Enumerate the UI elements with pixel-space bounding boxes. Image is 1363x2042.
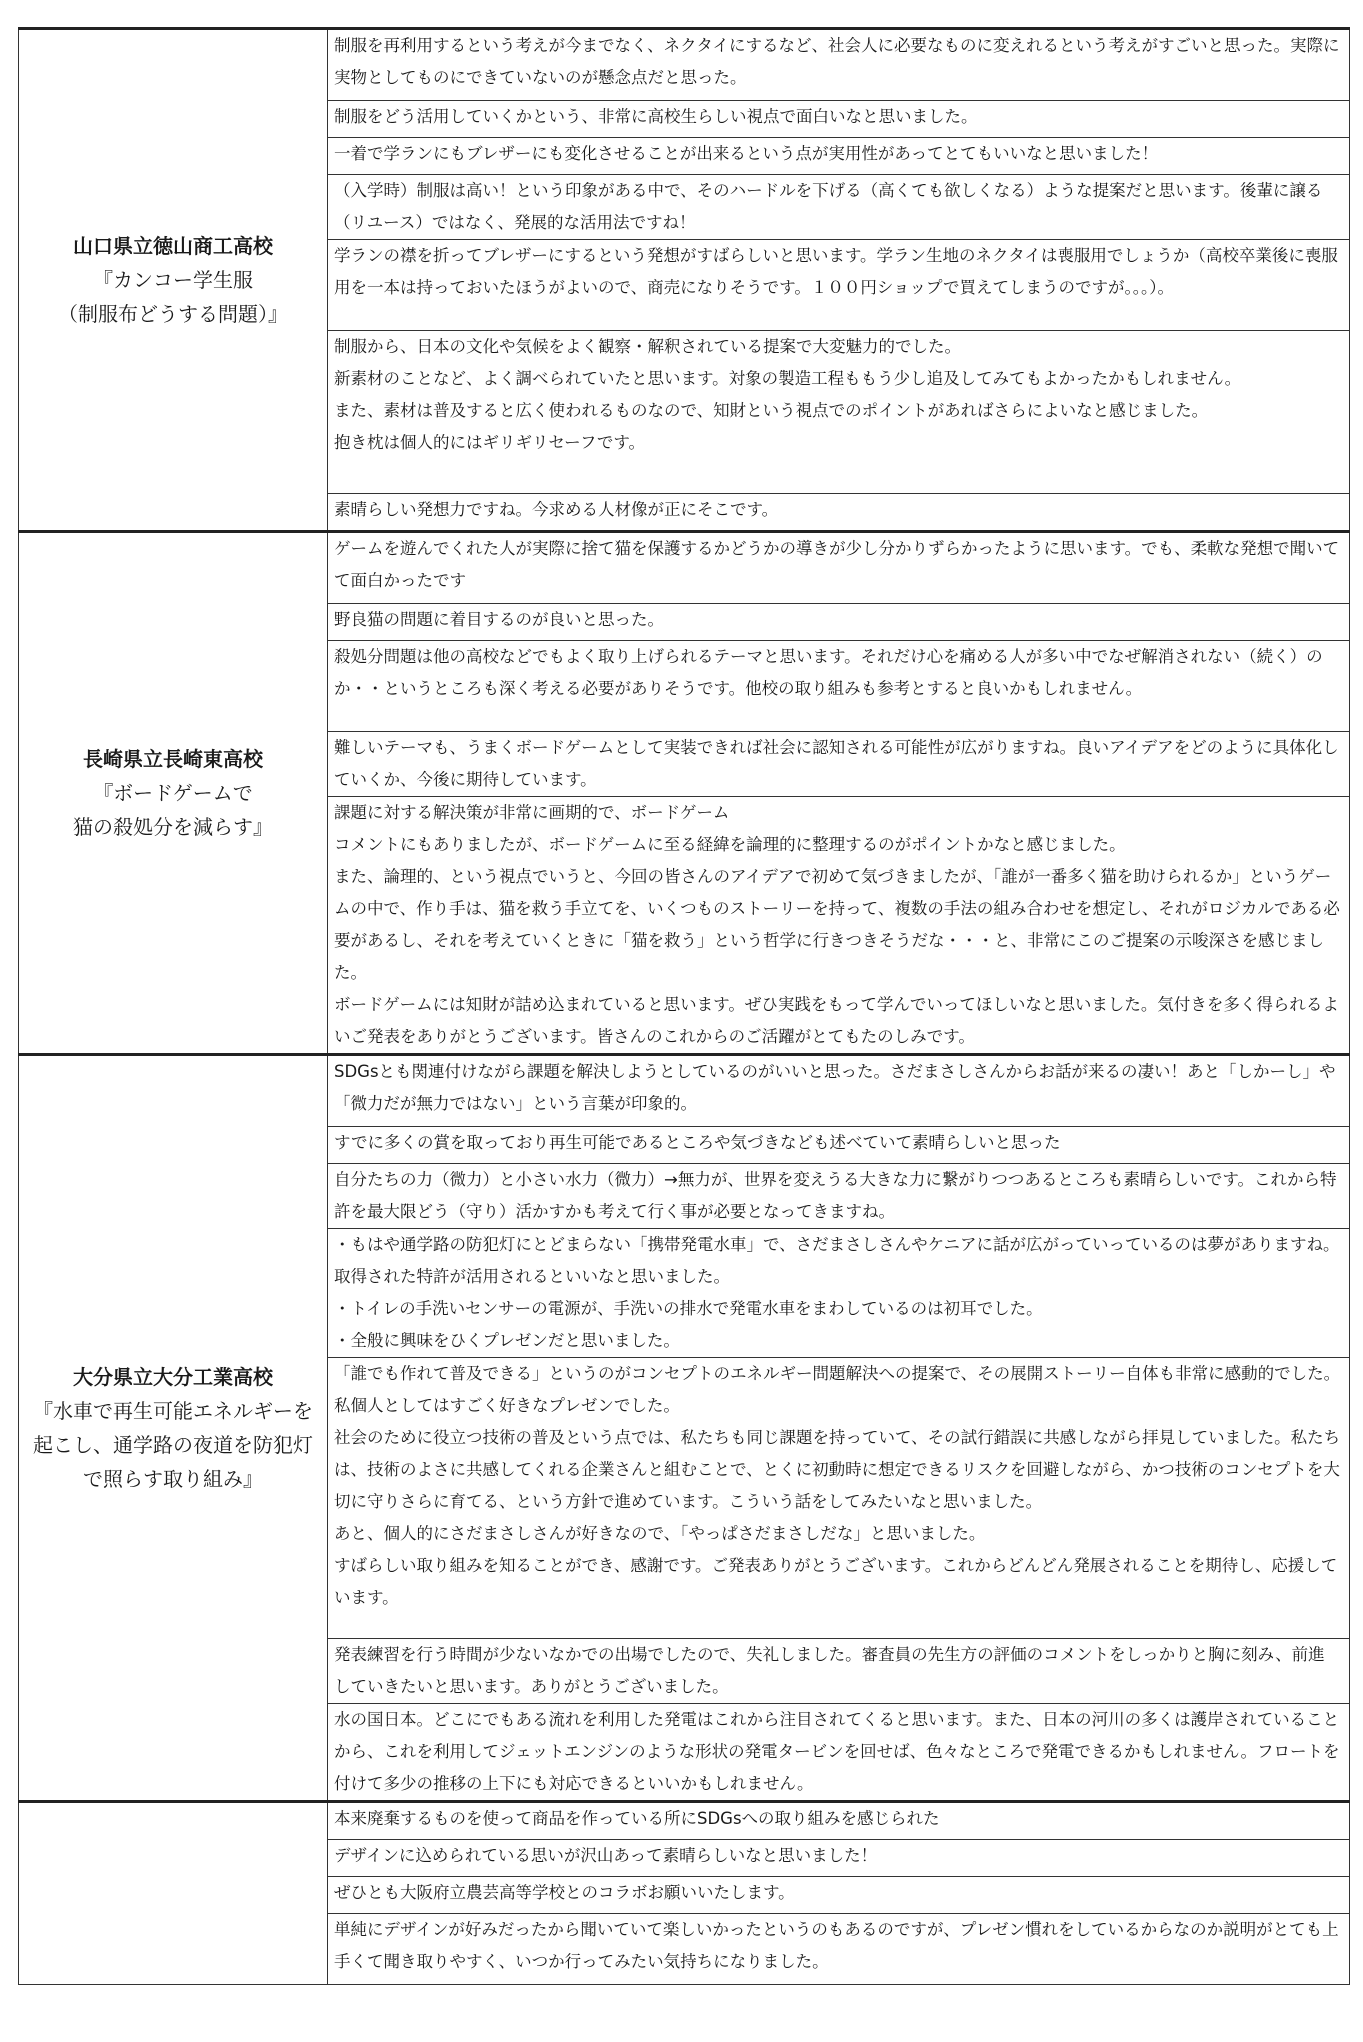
presentation-theme: 『カンコー学生服 （制服布どうする問題）』 (58, 268, 288, 326)
school-cell (19, 29, 328, 532)
comment-row (19, 532, 1350, 604)
comment-cell: すでに多くの賞を取っており再生可能であるところや気づきなども述べていて素晴らしいと思った (328, 1127, 1350, 1164)
comment-cell: SDGsとも関連付けながら課題を解決しようとしているのがいいと思った。さだまさしさんからお話が来るの凄い！あと「しかーし」や「微力だが無力ではない」という言葉が印象的。 (328, 1055, 1350, 1127)
comment-cell: 難しいテーマも、うまくボードゲームとして実装できれば社会に認知される可能性が広がりますね。良いアイデアをどのように具体化していくか、今後に期待しています。 (328, 732, 1350, 797)
school-cell (19, 1055, 328, 1802)
presentation-theme: 『水車で再生可能エネルギーを起こし、通学路の夜道を防犯灯で照らす取り組み』 (33, 1399, 313, 1491)
evaluation-table (18, 27, 1350, 1985)
comment-cell: 課題に対する解決策が非常に画期的で、ボードゲーム コメントにもありましたが、ボードゲームに至る経緯を論理的に整理するのがポイントかなと感じました。 また、論理的、という視点でいうと、今回の皆さんのアイデアで初めて気づきましたが、「誰が一番多く猫を助けられるか」というゲームの中で、作り手は、猫を救う手立てを、いくつものストーリーを持って、複数の手法の組み合わせを想定し、それがロジカルである必要があるし、それを考えていくときに「猫を救う」という哲学に行きつきそうだな・・・と、非常にこのご提案の示唆深さを感じました。 ボードゲームには知財が詰め込まれていると思います。ぜひ実践をもって学んでいってほしいなと思いました。気付きを多く得られるよいご発表をありがとうございます。皆さんのこれからのご活躍がとてもたのしみです。 (328, 797, 1350, 1055)
school-name: 大分県立大分工業高校 (73, 1365, 273, 1389)
comment-cell: 本来廃棄するものを使って商品を作っている所にSDGsへの取り組みを感じられた (328, 1802, 1350, 1840)
school-name: 山口県立徳山商工高校 (73, 234, 273, 258)
comment-cell: 単純にデザインが好みだったから聞いていて楽しいかったというのもあるのですが、プレゼン慣れをしているからなのか説明がとても上手くて聞き取りやすく、いつか行ってみたい気持ちになりました。 (328, 1914, 1350, 1985)
comment-row (19, 1802, 1350, 1840)
school-name: 長崎県立長崎東高校 (83, 747, 263, 771)
comment-row (19, 1055, 1350, 1127)
comment-cell: ぜひとも大阪府立農芸高等学校とのコラボお願いいたします。 (328, 1877, 1350, 1914)
comment-cell: 「誰でも作れて普及できる」というのがコンセプトのエネルギー問題解決への提案で、その展開ストーリー自体も非常に感動的でした。私個人としてはすごく好きなプレゼンでした。 社会のために役立つ技術の普及という点では、私たちも同じ課題を持っていて、その試行錯誤に共感しながら拝見していました。私たちは、技術のよさに共感してくれる企業さんと組むことで、とくに初動時に想定できるリスクを回避しながら、かつ技術のコンセプトを大切に守りさらに育てる、という方針で進めています。こういう話をしてみたいなと思いました。 あと、個人的にさだまさしさんが好きなので、「やっぱさだまさしだな」と思いました。 すばらしい取り組みを知ることができ、感謝です。ご発表ありがとうございます。これからどんどん発展されることを期待し、応援しています。 (328, 1358, 1350, 1639)
comment-cell: 制服から、日本の文化や気候をよく観察・解釈されている提案で大変魅力的でした。 新素材のことなど、よく調べられていたと思います。対象の製造工程ももう少し追及してみてもよかったかもしれません。 また、素材は普及すると広く使われるものなので、知財という視点でのポイントがあればさらによいなと感じました。 抱き枕は個人的にはギリギリセーフです。 (328, 331, 1350, 494)
comment-row (19, 29, 1350, 101)
comment-cell: ゲームを遊んでくれた人が実際に捨て猫を保護するかどうかの導きが少し分かりずらかったように思います。でも、柔軟な発想で聞いてて面白かったです (328, 532, 1350, 604)
comment-cell: デザインに込められている思いが沢山あって素晴らしいなと思いました！ (328, 1840, 1350, 1877)
presentation-theme: 『ボードゲームで 猫の殺処分を減らす』 (73, 781, 273, 839)
comment-cell: 素晴らしい発想力ですね。今求める人材像が正にそこです。 (328, 494, 1350, 532)
comment-cell: ・もはや通学路の防犯灯にとどまらない「携帯発電水車」で、さだまさしさんやケニアに話が広がっていっているのは夢がありますね。取得された特許が活用されるといいなと思いました。 ・トイレの手洗いセンサーの電源が、手洗いの排水で発電水車をまわしているのは初耳でした。 ・全般に興味をひくプレゼンだと思いました。 (328, 1229, 1350, 1358)
comment-cell: 一着で学ランにもブレザーにも変化させることが出来るという点が実用性があってとてもいいなと思いました！ (328, 138, 1350, 175)
comment-cell: 自分たちの力（微力）と小さい水力（微力）→無力が、世界を変えうる大きな力に繋がりつつあるところも素晴らしいです。これから特許を最大限どう（守り）活かすかも考えて行く事が必要となってきますね。 (328, 1164, 1350, 1229)
comment-cell: 発表練習を行う時間が少ないなかでの出場でしたので、失礼しました。審査員の先生方の評価のコメントをしっかりと胸に刻み、前進していきたいと思います。ありがとうございました。 (328, 1639, 1350, 1704)
school-cell (19, 532, 328, 1055)
comment-cell: 水の国日本。どこにでもある流れを利用した発電はこれから注目されてくると思います。また、日本の河川の多くは護岸されていることから、これを利用してジェットエンジンのような形状の発電タービンを回せば、色々なところで発電できるかもしれません。フロートを付けて多少の推移の上下にも対応できるといいかもしれません。 (328, 1704, 1350, 1802)
comment-cell: （入学時）制服は高い！という印象がある中で、そのハードルを下げる（高くても欲しくなる）ような提案だと思います。後輩に譲る（リユース）ではなく、発展的な活用法ですね！ (328, 175, 1350, 240)
comment-cell: 学ランの襟を折ってブレザーにするという発想がすばらしいと思います。学ラン生地のネクタイは喪服用でしょうか（高校卒業後に喪服用を一本は持っておいたほうがよいので、商売になりそうです。１００円ショップで買えてしまうのですが。。。）。 (328, 240, 1350, 331)
comment-cell: 制服を再利用するという考えが今までなく、ネクタイにするなど、社会人に必要なものに変えれるという考えがすごいと思った。実際に実物としてものにできていないのが懸念点だと思った。 (328, 29, 1350, 101)
comment-cell: 制服をどう活用していくかという、非常に高校生らしい視点で面白いなと思いました。 (328, 101, 1350, 138)
comment-cell: 野良猫の問題に着目するのが良いと思った。 (328, 604, 1350, 641)
comment-cell: 殺処分問題は他の高校などでもよく取り上げられるテーマと思います。それだけ心を痛める人が多い中でなぜ解消されない（続く）のか・・というところも深く考える必要がありそうです。他校の取り組みも参考とすると良いかもしれません。 (328, 641, 1350, 732)
school-cell (19, 1802, 328, 1985)
